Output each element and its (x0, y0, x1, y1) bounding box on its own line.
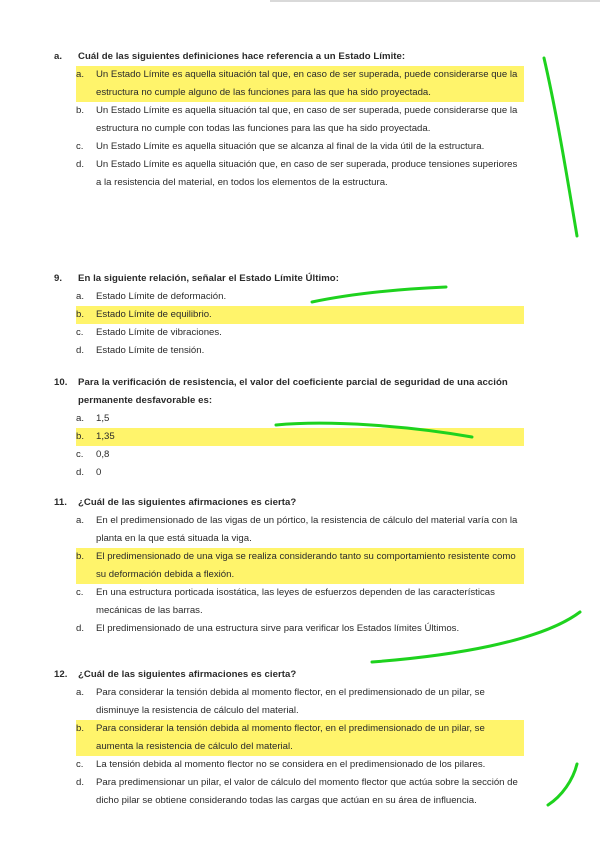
question-11 (54, 494, 524, 638)
options-list (54, 288, 524, 360)
option-text: El predimensionado de una viga se realiza considerando tanto su comportamiento resistente como su deformación debida a flexión. (96, 548, 524, 584)
pen-stroke (544, 58, 577, 236)
option-letter: b. (76, 720, 96, 756)
option-a[interactable] (54, 512, 524, 548)
option-text: Para considerar la tensión debida al momento flector, en el predimensionado de un pilar, se disminuye la resistencia de cálculo del material. (96, 687, 485, 716)
options-list (54, 512, 524, 638)
option-text: Un Estado Límite es aquella situación tal que, en caso de ser superada, puede considerarse que la estructura no cumple alguno de las funciones para las que ha sido proyectada. (96, 66, 524, 102)
question-text: En la siguiente relación, señalar el Estado Límite Último: (78, 273, 339, 284)
option-letter: a. (76, 66, 96, 102)
option-letter: c. (76, 141, 84, 152)
option-d[interactable] (54, 342, 524, 360)
option-letter: a. (76, 515, 85, 526)
option-text: Estado Límite de tensión. (96, 345, 205, 356)
option-text: El predimensionado de una estructura sirve para verificar los Estados límites Últimos. (96, 623, 460, 634)
option-c[interactable] (54, 324, 524, 342)
option-b[interactable] (54, 428, 524, 446)
option-text: 1,35 (96, 428, 524, 446)
option-c[interactable] (54, 756, 524, 774)
question-number: 9. (54, 273, 63, 284)
question-header (54, 666, 524, 684)
option-b[interactable] (54, 548, 524, 584)
option-text: La tensión debida al momento flector no se considera en el predimensionado de los pilares. (96, 759, 486, 770)
option-a[interactable] (54, 288, 524, 306)
question-text: ¿Cuál de las siguientes afirmaciones es cierta? (78, 497, 297, 508)
question-header (54, 48, 524, 66)
option-letter: d. (76, 623, 85, 634)
option-letter: b. (76, 428, 96, 446)
option-a[interactable] (54, 684, 524, 720)
page-top-rule (270, 0, 600, 2)
option-letter: d. (76, 777, 85, 788)
option-a[interactable] (54, 66, 524, 102)
question-8 (54, 48, 524, 192)
question-text: Para la verificación de resistencia, el valor del coeficiente parcial de seguridad de una acción permanente desfavorable es: (78, 377, 508, 406)
pen-stroke (548, 764, 577, 805)
option-letter: a. (76, 413, 85, 424)
option-letter: c. (76, 327, 84, 338)
option-b[interactable] (54, 306, 524, 324)
question-header (54, 374, 524, 410)
options-list (54, 66, 524, 192)
option-d[interactable] (54, 464, 524, 482)
option-letter: c. (76, 759, 84, 770)
option-letter: c. (76, 449, 84, 460)
question-number: 11. (54, 497, 67, 508)
option-text: Para predimensionar un pilar, el valor de cálculo del momento flector que actúa sobre la sección de dicho pilar se obtiene considerando todas las cargas que actúan en su área de influencia. (96, 777, 518, 806)
option-c[interactable] (54, 584, 524, 620)
option-d[interactable] (54, 620, 524, 638)
option-letter: d. (76, 467, 85, 478)
option-b[interactable] (54, 720, 524, 756)
option-c[interactable] (54, 138, 524, 156)
option-text: Un Estado Límite es aquella situación que se alcanza al final de la vida útil de la estructura. (96, 141, 485, 152)
question-text: Cuál de las siguientes definiciones hace referencia a un Estado Límite: (78, 51, 406, 62)
question-9 (54, 270, 524, 360)
option-text: En el predimensionado de las vigas de un pórtico, la resistencia de cálculo del material varía con la planta en la que está situada la viga. (96, 515, 518, 544)
option-text: En una estructura porticada isostática, las leyes de esfuerzos dependen de las características mecánicas de las barras. (96, 587, 495, 616)
options-list (54, 410, 524, 482)
question-text: ¿Cuál de las siguientes afirmaciones es cierta? (78, 669, 297, 680)
option-letter: b. (76, 548, 96, 584)
question-10 (54, 374, 524, 482)
option-a[interactable] (54, 410, 524, 428)
option-d[interactable] (54, 156, 524, 192)
option-letter: c. (76, 587, 84, 598)
option-b[interactable] (54, 102, 524, 138)
option-letter: a. (76, 687, 85, 698)
question-number: 12. (54, 669, 68, 680)
option-text: Un Estado Límite es aquella situación tal que, en caso de ser superada, puede considerarse que la estructura no cumple con todas las funciones para las que ha sido proyectada. (96, 105, 518, 134)
option-text: 1,5 (96, 413, 110, 424)
options-list (54, 684, 524, 810)
option-text: 0,8 (96, 449, 110, 460)
option-letter: b. (76, 105, 85, 116)
option-c[interactable] (54, 446, 524, 464)
question-number: 10. (54, 377, 68, 388)
question-header (54, 494, 524, 512)
question-12 (54, 666, 524, 810)
option-text: Estado Límite de deformación. (96, 291, 227, 302)
option-text: Estado Límite de vibraciones. (96, 327, 222, 338)
option-text: Para considerar la tensión debida al momento flector, en el predimensionado de un pilar, se aumenta la resistencia de cálculo del material. (96, 720, 524, 756)
option-d[interactable] (54, 774, 524, 810)
option-text: Un Estado Límite es aquella situación que, en caso de ser superada, produce tensiones superiores a la resistencia del material, en todos los elementos de la estructura. (96, 159, 518, 188)
option-letter: d. (76, 345, 85, 356)
option-text: 0 (96, 467, 102, 478)
question-header (54, 270, 524, 288)
option-letter: a. (76, 291, 85, 302)
option-letter: b. (76, 306, 96, 324)
option-text: Estado Límite de equilibrio. (96, 306, 524, 324)
option-letter: d. (76, 159, 85, 170)
question-number: a. (54, 51, 63, 62)
